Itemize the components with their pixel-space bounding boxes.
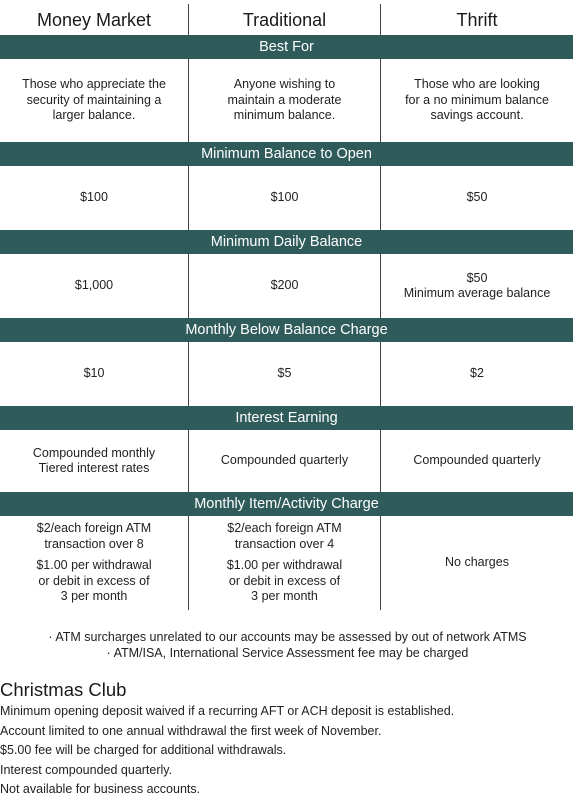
table-cell [0,166,188,230]
cell-line: Those who appreciate the [22,77,166,92]
cell-line: $200 [270,278,299,293]
column-header-thrift: Thrift [380,4,573,35]
cell-line: $1.00 per withdrawal [36,558,152,573]
cell-line: Compounded quarterly [220,453,349,468]
cell-line: Tiered interest rates [38,461,150,475]
cell-line: $100 [80,190,108,205]
christmas-club-line: Minimum opening deposit waived if a recurring AFT or ACH deposit is established. [0,704,455,718]
section-header-best-for: Best For [0,35,573,59]
christmas-club-line: Interest compounded quarterly. [0,762,173,777]
table-cell [0,342,188,406]
column-header-money-market: Money Market [36,9,152,30]
table-row [0,516,573,610]
cell-line: for a no minimum balance [405,92,549,107]
cell-line: security of maintaining a [26,92,162,107]
table-row [0,430,573,492]
cell-line: $2 [470,366,484,381]
section-header-monthly-below-balance-charge: Monthly Below Balance Charge [0,318,573,342]
cell-line: $2/each foreign ATM [36,521,152,536]
cell-line: Anyone wishing to [233,77,336,92]
cell-line: Minimum average balance [403,286,551,300]
table-row [0,59,573,142]
table-cell [380,254,573,318]
table-cell [380,59,573,142]
cell-line: savings account. [430,108,524,123]
table-cell [188,342,380,406]
cell-line: or debit in excess of [228,573,341,588]
table-cell [380,342,573,406]
table-cell [188,430,380,492]
cell-line: $1,000 [74,278,114,293]
christmas-club-line: Account limited to one annual withdrawal the first week of November. [0,723,382,738]
cell-line: transaction over 4 [234,536,335,551]
section-header-interest-earning: Interest Earning [0,406,573,430]
cell-line: $1.00 per withdrawal [226,558,343,573]
cell-line: maintain a moderate [227,92,342,107]
cell-line: No charges [445,555,509,570]
cell-line: $50 [466,270,488,285]
christmas-club-line: Not available for business accounts. [0,782,201,796]
table-row [0,342,573,406]
column-header-traditional: Traditional [188,4,380,35]
christmas-club-title: Christmas Club [0,679,127,700]
cell-line: $2/each foreign ATM [227,521,342,536]
cell-line: transaction over 8 [44,536,144,551]
section-header-minimum-balance-to-open: Minimum Balance to Open [0,142,573,166]
table-cell [0,430,188,492]
cell-line: larger balance. [52,108,136,123]
table-cell [0,516,188,610]
table-cell [0,59,188,142]
cell-line: $100 [270,190,299,205]
cell-line: minimum balance. [233,108,336,123]
footnote-atm-isa: · ATM/ISA, International Service Assessment fee may be charged [106,645,469,660]
table-cell [188,166,380,230]
cell-line: $10 [83,366,105,381]
table-cell [380,166,573,230]
cell-line: 3 per month [251,589,318,604]
section-header-minimum-daily-balance: Minimum Daily Balance [0,230,573,254]
christmas-club-line: $5.00 fee will be charged for additional withdrawals. [0,743,287,757]
table-cell [380,430,573,492]
cell-line: Compounded monthly [32,445,156,460]
table-cell [188,516,380,610]
footnotes [0,630,573,661]
table-cell [188,59,380,142]
footnote-atm-surcharge: · ATM surcharges unrelated to our accounts may be assessed by out of network ATMS [48,630,527,644]
table-cell [0,254,188,318]
cell-line: Those who are looking [414,77,540,92]
table-cell [380,516,573,610]
cell-line: 3 per month [60,589,128,604]
cell-line: Compounded quarterly [413,453,541,468]
column-header-row [0,4,573,35]
table-row [0,166,573,230]
cell-line: or debit in excess of [38,573,150,588]
christmas-club-section [0,679,573,800]
table-cell [188,254,380,318]
cell-line: $5 [277,366,292,381]
cell-line: $50 [466,190,488,205]
table-row [0,254,573,318]
section-header-monthly-item-activity-charge: Monthly Item/Activity Charge [0,492,573,516]
